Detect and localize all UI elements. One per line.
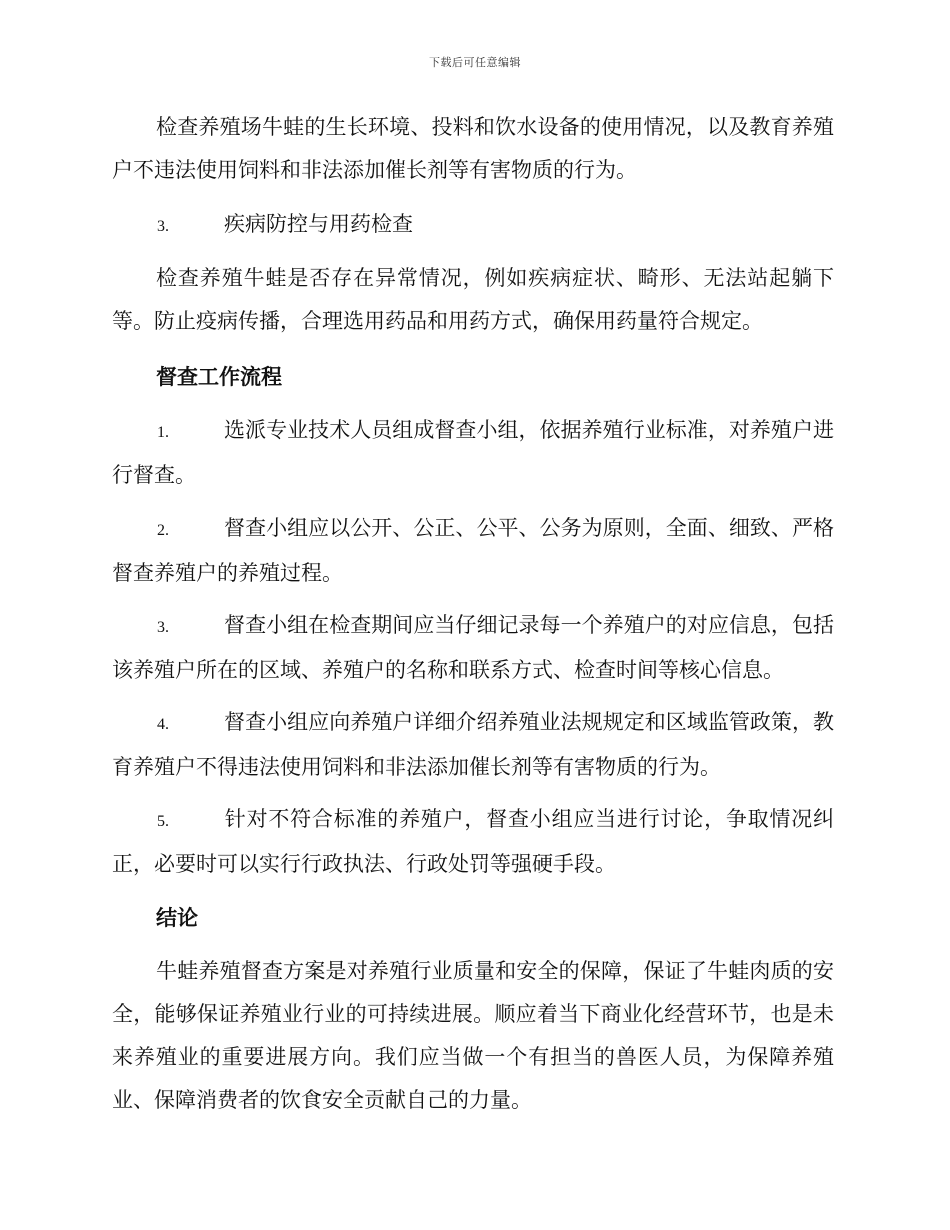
list-item-number: 3. <box>157 619 169 636</box>
list-item <box>112 203 834 248</box>
list-item <box>112 604 834 692</box>
list-item-text: 选派专业技术人员组成督查小组，依据养殖行业标准，对养殖户进行督查。 <box>112 418 834 487</box>
list-item-number: 2. <box>157 522 169 539</box>
list-item <box>112 798 834 886</box>
list-item-text: 针对不符合标准的养殖户，督查小组应当进行讨论，争取情况纠正，必要时可以实行行政执法、行政处罚等强硬手段。 <box>112 807 834 876</box>
list-item-text: 督查小组在检查期间应当仔细记录每一个养殖户的对应信息，包括该养殖户所在的区域、养殖户的名称和联系方式、检查时间等核心信息。 <box>112 613 834 682</box>
list-item <box>112 701 834 789</box>
list-item <box>112 409 834 497</box>
list-item-number: 4. <box>157 716 169 733</box>
section-heading: 督查工作流程 <box>156 364 282 389</box>
list-item-number: 5. <box>157 813 169 830</box>
body-paragraph: 检查养殖场牛蛙的生长环境、投料和饮水设备的使用情况，以及教育养殖户不违法使用饲料和非法添加催长剂等有害物质的行为。 <box>112 115 834 182</box>
page-header: 下载后可任意编辑 <box>429 56 521 69</box>
list-item-text: 督查小组应以公开、公正、公平、公务为原则，全面、细致、严格督查养殖户的养殖过程。 <box>112 516 834 585</box>
body-paragraph: 检查养殖牛蛙是否存在异常情况，例如疾病症状、畸形、无法站起躺下等。防止疫病传播，合理选用药品和用药方式，确保用药量符合规定。 <box>112 266 834 333</box>
list-item-text: 疾病防控与用药检查 <box>224 212 413 236</box>
body-paragraph: 牛蛙养殖督查方案是对养殖行业质量和安全的保障，保证了牛蛙肉质的安全，能够保证养殖业行业的可持续进展。顺应着当下商业化经营环节，也是未来养殖业的重要进展方向。我们应当做一个有担当的兽医人员，为保障养殖业、保障消费者的饮食安全贡献自己的力量。 <box>112 959 834 1112</box>
list-item-number: 3. <box>157 218 169 235</box>
list-item <box>112 507 834 595</box>
section-heading: 结论 <box>156 905 198 930</box>
list-item-number: 1. <box>157 424 169 441</box>
list-item-text: 督查小组应向养殖户详细介绍养殖业法规规定和区域监管政策，教育养殖户不得违法使用饲料和非法添加催长剂等有害物质的行为。 <box>112 710 834 779</box>
